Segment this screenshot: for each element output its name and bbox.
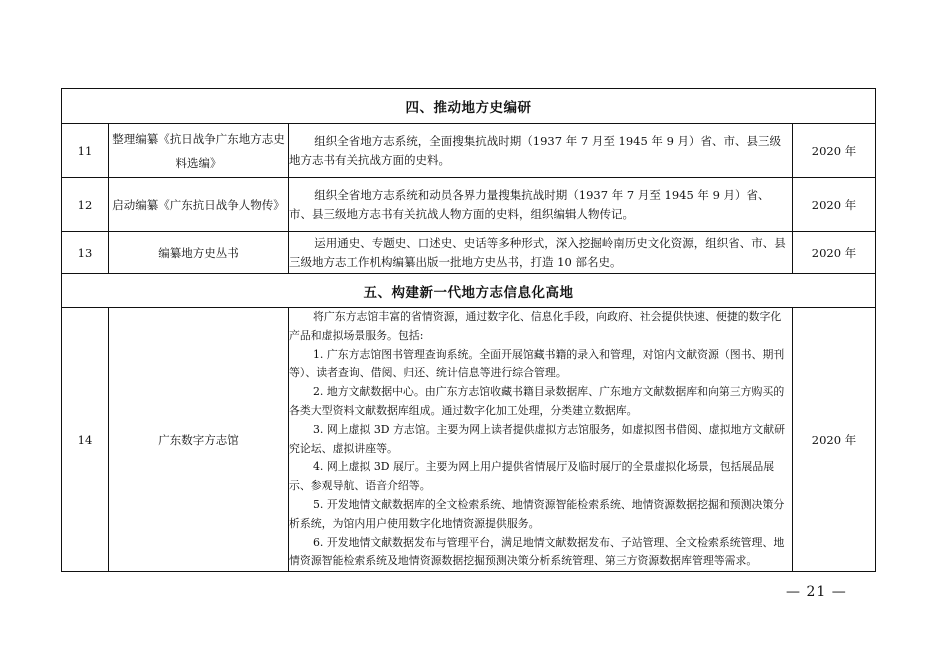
section-title: 四、推动地方史编研 — [62, 89, 876, 124]
item-deadline: 2020 年 — [793, 232, 876, 274]
item-number: 12 — [62, 178, 109, 232]
table-row — [62, 232, 876, 274]
description-paragraph: 4. 网上虚拟 3D 展厅。主要为网上用户提供省情展厅及临时展厅的全景虚拟化场景，包括展品展示、参观导航、语音介绍等。 — [289, 460, 775, 493]
description-paragraph: 运用通史、专题史、口述史、史话等多种形式，深入挖掘岭南历史文化资源，组织省、市、县三级地方志工作机构编纂出版一批地方史丛书，打造 10 部名史。 — [289, 236, 786, 269]
page-number: — 21 — — [786, 584, 847, 600]
item-description — [289, 308, 793, 572]
item-name: 整理编纂《抗日战争广东地方志史料选编》 — [109, 124, 289, 178]
description-paragraph: 1. 广东方志馆图书管理查询系统。全面开展馆藏书籍的录入和管理，对馆内文献资源（图书、期刊等）、读者查询、借阅、归还、统计信息等进行综合管理。 — [289, 347, 785, 380]
item-name: 编纂地方史丛书 — [109, 232, 289, 274]
section-header-row — [62, 274, 876, 308]
item-number: 13 — [62, 232, 109, 274]
item-description — [289, 178, 793, 232]
item-description — [289, 124, 793, 178]
work-plan-table — [61, 88, 876, 572]
description-paragraph: 将广东方志馆丰富的省情资源，通过数字化、信息化手段，向政府、社会提供快速、便捷的数字化产品和虚拟场景服务。包括: — [289, 310, 782, 342]
item-description — [289, 232, 793, 274]
description-paragraph: 组织全省地方志系统，全面搜集抗战时期（1937 年 7 月至 1945 年 9 月）省、市、县三级地方志书有关抗战方面的史料。 — [289, 134, 782, 167]
item-deadline: 2020 年 — [793, 124, 876, 178]
description-paragraph: 6. 开发地情文献数据发布与管理平台，满足地情文献数据发布、子站管理、全文检索系统管理、地情资源智能检索系统及地情资源数据挖掘预测决策分析系统管理、第三方资源数据库管理等需求。 — [289, 535, 785, 568]
table-row — [62, 308, 876, 572]
section-title: 五、构建新一代地方志信息化高地 — [62, 274, 876, 308]
section-header-row — [62, 89, 876, 124]
item-number: 11 — [62, 124, 109, 178]
description-paragraph: 组织全省地方志系统和动员各界力量搜集抗战时期（1937 年 7 月至 1945 年 9 月）省、市、县三级地方志书有关抗战人物方面的史料，组织编辑人物传记。 — [289, 188, 770, 221]
description-paragraph: 5. 开发地情文献数据库的全文检索系统、地情资源智能检索系统、地情资源数据挖掘和预测决策分析系统，为馆内用户使用数字化地情资源提供服务。 — [289, 497, 785, 530]
table-row — [62, 124, 876, 178]
item-name: 广东数字方志馆 — [109, 308, 289, 572]
description-paragraph: 3. 网上虚拟 3D 方志馆。主要为网上读者提供虚拟方志馆服务，如虚拟图书借阅、虚拟地方文献研究论坛、虚拟讲座等。 — [289, 422, 786, 455]
table-row — [62, 178, 876, 232]
description-paragraph: 2. 地方文献数据中心。由广东方志馆收藏书籍目录数据库、广东地方文献数据库和向第三方购买的各类大型资料文献数据库组成。通过数字化加工处理，分类建立数据库。 — [289, 385, 785, 417]
item-deadline: 2020 年 — [793, 178, 876, 232]
item-number: 14 — [62, 308, 109, 572]
item-name: 启动编纂《广东抗日战争人物传》 — [109, 178, 289, 232]
item-deadline: 2020 年 — [793, 308, 876, 572]
